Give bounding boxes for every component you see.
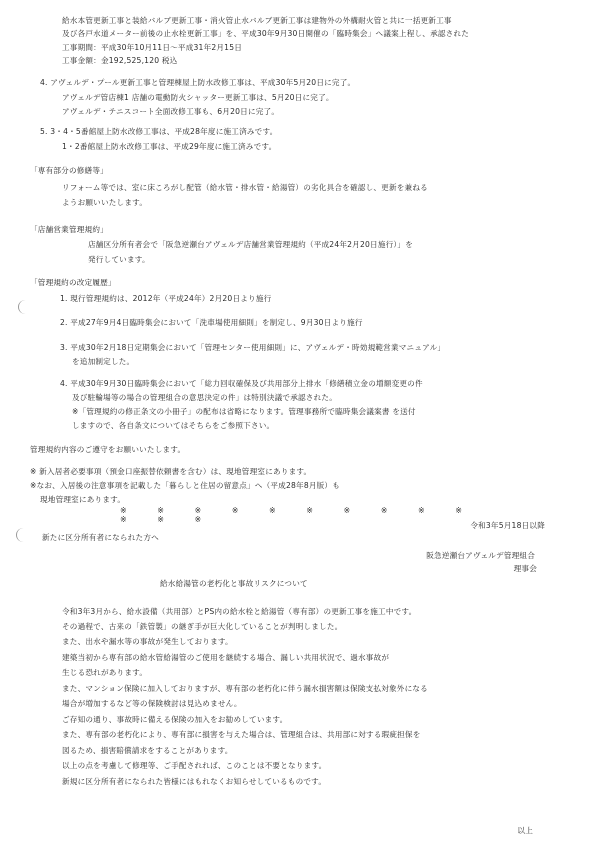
list-item: 1・2番館屋上防水改修工事は、平成29年度に施工済みです。 <box>62 142 277 151</box>
section-heading: 「店舗営業管理規約」 <box>30 225 108 234</box>
section-heading: 「専有部分の修繕等」 <box>30 166 108 175</box>
paragraph-line: ようお願いいたします。 <box>62 198 148 207</box>
paragraph-line: 管理規約内容のご遵守をお願いいたします。 <box>30 445 186 454</box>
paragraph-line: 場合が増加するなど等の保険検討は見込めません。 <box>62 699 242 708</box>
paragraph-line: 発行しています。 <box>88 255 150 264</box>
note-line: ※ 新入居者必要事項（預金口座振替依頼書を含む）は、現地管理室にあります。 <box>30 467 312 476</box>
paragraph-line: また、専有部の老朽化により、専有部に損害を与えた場合は、管理組合は、共用部に対する瑕疵担保を <box>62 730 421 739</box>
note-line: 現地管理室にあります。 <box>40 495 126 504</box>
list-item: アヴェルデ・テニスコート全面改修工事も、6月20日に完了。 <box>62 107 280 116</box>
paragraph-line: 以上の点を考慮して修理等、ご手配されれば、このことは不要となります。 <box>62 761 327 770</box>
list-item: を追加制定した。 <box>72 357 135 366</box>
paragraph-line: 給水本管更新工事と装給バルブ更新工事・消火管止水バルブ更新工事は建物外の外構耐火管と共に一括更新工事 <box>62 16 452 25</box>
punch-hole-mark <box>16 528 31 542</box>
sender-role: 理事会 <box>513 564 537 573</box>
paragraph-line: 建築当初から専有部の給水管給湯管のご使用を継続する場合、漏しい共用状況で、過水事故が <box>62 653 390 662</box>
list-item: 2. 平成27年9月4日臨時集会において「洗車場使用細則」を制定し、9月30日より施行 <box>60 318 363 327</box>
paragraph-line: 令和3年3月から、給水設備（共用部）とPS内の給水栓と給湯管（専有部）の更新工事を施工中です。 <box>62 607 417 616</box>
notice-title: 給水給湯管の老朽化と事故リスクについて <box>160 579 308 588</box>
list-item: 1. 現行管理規約は、2012年（平成24年）2月20日より施行 <box>60 294 272 303</box>
addressee: 新たに区分所有者になられた方へ <box>42 533 159 542</box>
paragraph-line: 工事金額：金192,525,120 税込 <box>62 56 178 65</box>
sender-org: 阪急逆瀬台アヴェルデ管理組合 <box>426 551 535 560</box>
paragraph-line: リフォーム等では、室に床ころがし配管（給水管・排水管・給湯管）の劣化具合を確認し、更新を兼ねる <box>62 183 428 192</box>
paragraph-line: 店舗区分所有者会で「阪急逆瀬台アヴェルデ店舗営業管理規約（平成24年2月20日施行）」を <box>88 240 414 249</box>
punch-hole-mark <box>18 300 33 314</box>
paragraph-line: 工事期間：平成30年10月11日～平成31年2月15日 <box>62 43 243 52</box>
list-item: 5. 3・4・5番館屋上防水改修工事は、平成28年度に施工済みです。 <box>40 127 278 136</box>
list-item: ※「管理規約の修正条文の小冊子」の配布は省略になります。管理事務所で臨時集会議案書 を送付 <box>72 407 416 416</box>
list-item: アヴェルデ管店棟1 店舗の電動防火シャッター更新工事は、5月20日に完了。 <box>62 93 334 102</box>
section-heading: 「管理規約の改定履歴」 <box>30 278 116 287</box>
paragraph-line: また、マンション保険に加入しておりますが、専有部の老朽化に伴う漏水損害額は保険支払対象外になる <box>62 684 428 693</box>
list-item: 3. 平成30年2月18日定期集会において「管理センター使用細則」に、アヴェルデ・時効規範営業マニュアル」 <box>60 343 446 352</box>
paragraph-line: 図るため、損害賠償請求をすることがあります。 <box>62 746 233 755</box>
date-line: 令和3年5月18日以降 <box>470 521 545 530</box>
paragraph-line: また、出水や漏水等の事故が発生しております。 <box>62 637 233 646</box>
paragraph-line: ご存知の通り、事故時に備える保険の加入をお勧めしています。 <box>62 715 288 724</box>
paragraph-line: その過程で、古来の「鉄管製」の継ぎ手が巨大化していることが判明しました。 <box>62 622 343 631</box>
note-line: ※なお、入居後の注意事項を記載した「暮らしと住居の留意点」へ（平成28年8月版）も <box>30 481 341 490</box>
list-item: 及び駐輪場等の場合の管理組合の意思決定の件」は特別決議で承認された。 <box>72 393 337 402</box>
divider-stars: ※ ※ ※ ※ ※ ※ ※ ※ ※ ※ ※ ※ ※ <box>120 506 476 524</box>
paragraph-line: 新規に区分所有者になられた皆様にはもれなくお知らせしているものです。 <box>62 777 327 786</box>
paragraph-line: 生じる恐れがあります。 <box>62 668 148 677</box>
list-item: 4. アヴェルデ・プール更新工事と管理棟屋上防水改修工事は、平成30年5月20日に完了。 <box>40 78 356 87</box>
list-item: しますので、各自条文についてはそちらをご参照下さい。 <box>72 421 275 430</box>
closing-mark: 以上 <box>517 826 533 835</box>
list-item: 4. 平成30年9月30日臨時集会において「総力回収確保及び共用部分上排水「修繕積立金の増額変更の件 <box>60 379 423 388</box>
paragraph-line: 及び各戸水道メーター前後の止水栓更新工事」を、平成30年9月30日開催の「臨時集会」へ議案上程し、承認された <box>62 29 470 38</box>
